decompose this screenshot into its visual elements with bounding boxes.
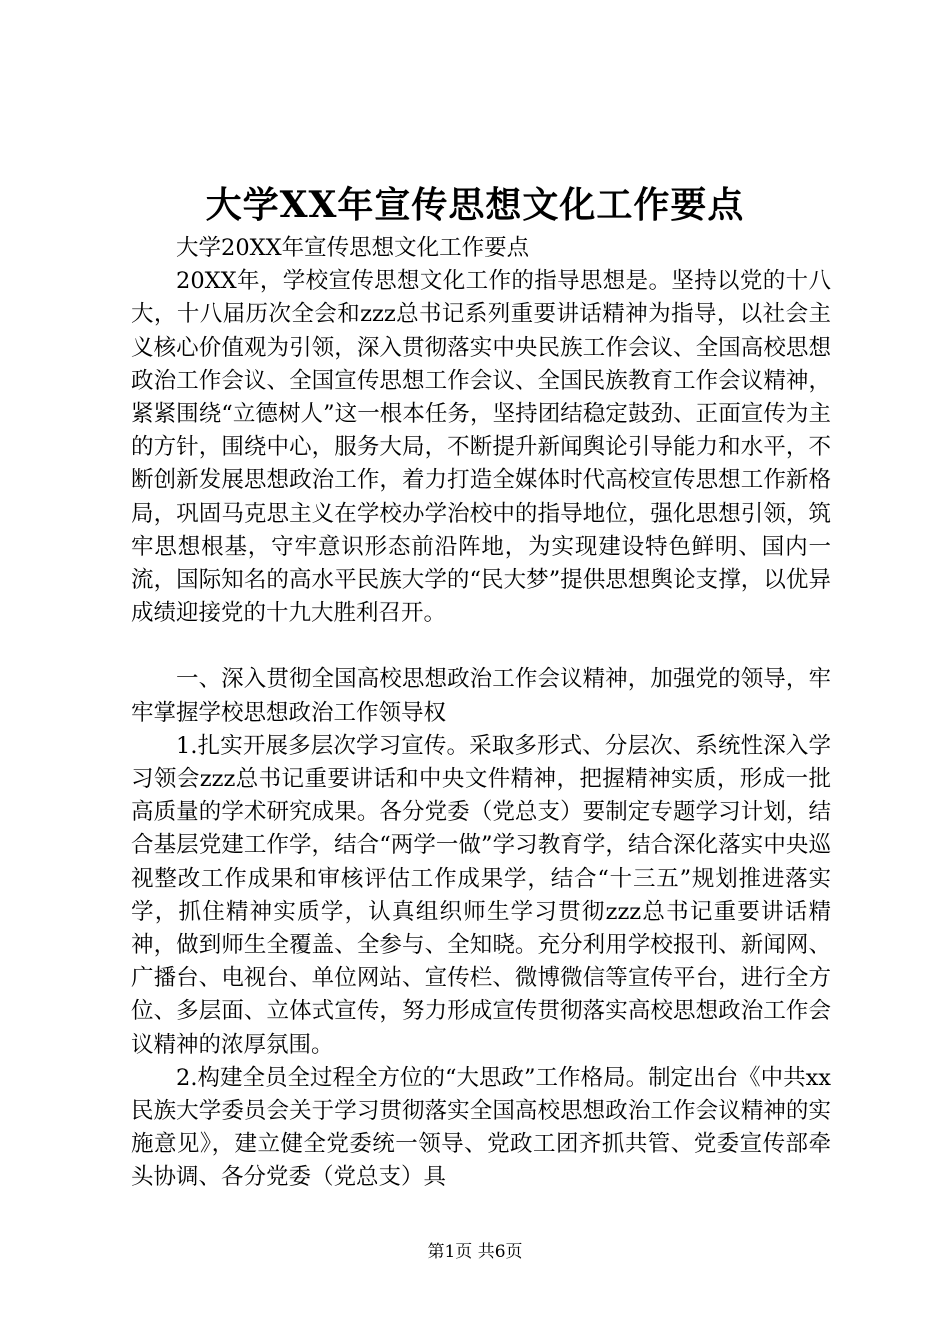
paragraph-subtitle: 大学20XX年宣传思想文化工作要点 — [176, 235, 530, 261]
document-body — [131, 232, 831, 1195]
page-number-footer: 第1页 共6页 — [427, 1242, 523, 1262]
paragraph-guiding-ideology: 20XX年，学校宣传思想文化工作的指导思想是。坚持以党的十八大，十八届历次全会和zzz总书记系列重要讲话精神为指导，以社会主义核心价值观为引领，深入贯彻落实中央民族工作会议、全国高校思想政治工作会议、全国宣传思想工作会议、全国民族教育工作会议精神，紧紧围绕“立德树人”这一根本任务，坚持团结稳定鼓劲、正面宣传为主的方针，围绕中心，服务大局，不断提升新闻舆论引导能力和水平，不断创新发展思想政治工作，着力打造全媒体时代高校宣传思想工作新格局，巩固马克思主义在学校办学治校中的指导地位，强化思想引领，筑牢思想根基，守牢意识形态前沿阵地，为实现建设特色鲜明、国内一流，国际知名的高水平民族大学的“民大梦”提供思想舆论支撑，以优异成绩迎接党的十九大胜利召开。 — [131, 268, 831, 627]
section-heading-1: 一、深入贯彻全国高校思想政治工作会议精神，加强党的领导，牢牢掌握学校思想政治工作领导权 — [131, 666, 831, 726]
paragraph-item-2: 2.构建全员全过程全方位的“大思政”工作格局。制定出台《中共xx民族大学委员会关于学习贯彻落实全国高校思想政治工作会议精神的实施意见》，建立健全党委统一领导、党政工团齐抓共管、党委宣传部牵头协调、各分党委（党总支）具 — [131, 1064, 831, 1191]
paragraph-item-1: 1.扎实开展多层次学习宣传。采取多形式、分层次、系统性深入学习领会zzz总书记重要讲话和中央文件精神，把握精神实质，形成一批高质量的学术研究成果。各分党委（党总支）要制定专题学习计划，结合基层党建工作学，结合“两学一做”学习教育学，结合深化落实中央巡视整改工作成果和审核评估工作成果学，结合“十三五”规划推进落实学，抓住精神实质学，认真组织师生学习贯彻zzz总书记重要讲话精神，做到师生全覆盖、全参与、全知晓。充分利用学校报刊、新闻网、广播台、电视台、单位网站、宣传栏、微博微信等宣传平台，进行全方位、多层面、立体式宣传，努力形成宣传贯彻落实高校思想政治工作会议精神的浓厚氛围。 — [131, 732, 831, 1058]
document-title: 大学XX年宣传思想文化工作要点 — [205, 184, 745, 226]
